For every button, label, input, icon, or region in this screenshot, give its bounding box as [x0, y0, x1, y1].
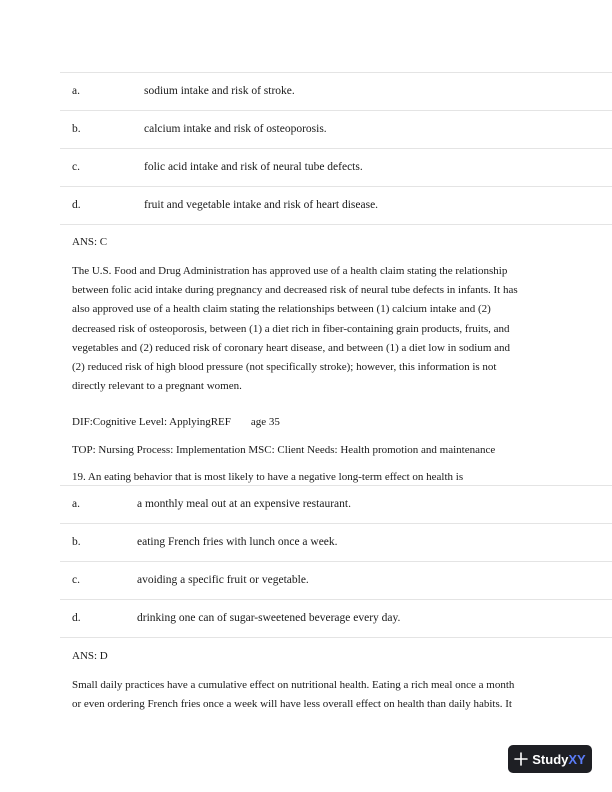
rationale-18 — [72, 262, 542, 396]
option-row-c — [60, 149, 612, 187]
option-row-d — [60, 600, 612, 638]
option-letter: b. — [72, 536, 81, 548]
option-letter: c. — [72, 574, 80, 586]
rationale-line: between folic acid intake during pregnancy and decreased risk of neural tube defects in infants. It has — [72, 284, 518, 297]
rationale-line: (2) reduced risk of high blood pressure (not specifically stroke); however, this information is not — [72, 361, 497, 374]
option-letter: d. — [72, 199, 81, 211]
topic-line: TOP: Nursing Process: Implementation MSC: Client Needs: Health promotion and maintenance — [72, 444, 496, 456]
option-letter: a. — [72, 85, 80, 97]
rationale-line: directly relevant to a pregnant women. — [72, 380, 242, 393]
rationale-line: or even ordering French fries once a week will have less overall effect on health than daily habits. It — [72, 698, 512, 711]
question-19-stem: 19. An eating behavior that is most likely to have a negative long-term effect on health is — [72, 471, 464, 483]
rationale-19 — [72, 676, 542, 714]
option-text: avoiding a specific fruit or vegetable. — [137, 574, 309, 586]
difficulty-line — [72, 416, 280, 428]
difficulty-level: DIF:Cognitive Level: ApplyingREF — [72, 416, 231, 428]
studyxy-badge[interactable] — [508, 745, 592, 773]
brand-main: Study — [532, 751, 569, 767]
option-letter: a. — [72, 498, 80, 510]
page-reference: age 35 — [250, 416, 280, 428]
plus-icon — [514, 752, 528, 766]
option-text: a monthly meal out at an expensive restaurant. — [137, 498, 351, 510]
option-text: eating French fries with lunch once a week. — [137, 536, 338, 548]
option-row-a — [60, 73, 612, 111]
brand-name — [532, 752, 585, 767]
question-19-options — [60, 485, 612, 638]
option-row-a — [60, 486, 612, 524]
answer-19: ANS: D — [72, 650, 108, 662]
rationale-line: The U.S. Food and Drug Administration has approved use of a health claim stating the relationship — [72, 265, 508, 277]
option-letter: b. — [72, 123, 81, 135]
option-letter: d. — [72, 612, 81, 624]
option-row-d — [60, 187, 612, 225]
rationale-line: decreased risk of osteoporosis, between (1) a diet rich in fiber-containing grain products, fruits, and — [72, 322, 510, 335]
answer-18: ANS: C — [72, 236, 108, 248]
question-18-options — [60, 72, 612, 225]
option-text: calcium intake and risk of osteoporosis. — [144, 123, 327, 135]
rationale-line: vegetables and (2) reduced risk of coronary heart disease, and between (1) a diet low in sodium and — [72, 341, 511, 354]
option-letter: c. — [72, 161, 80, 173]
option-text: drinking one can of sugar-sweetened beverage every day. — [137, 612, 401, 624]
rationale-line: Small daily practices have a cumulative effect on nutritional health. Eating a rich meal once a month — [72, 679, 515, 691]
option-text: fruit and vegetable intake and risk of heart disease. — [144, 199, 379, 211]
option-row-b — [60, 524, 612, 562]
brand-accent: XY — [568, 751, 586, 767]
option-text: sodium intake and risk of stroke. — [144, 85, 295, 97]
option-row-c — [60, 562, 612, 600]
option-row-b — [60, 111, 612, 149]
option-text: folic acid intake and risk of neural tube defects. — [144, 161, 363, 173]
rationale-line: also approved use of a health claim stating the relationships between (1) calcium intake and (2) — [72, 303, 491, 316]
